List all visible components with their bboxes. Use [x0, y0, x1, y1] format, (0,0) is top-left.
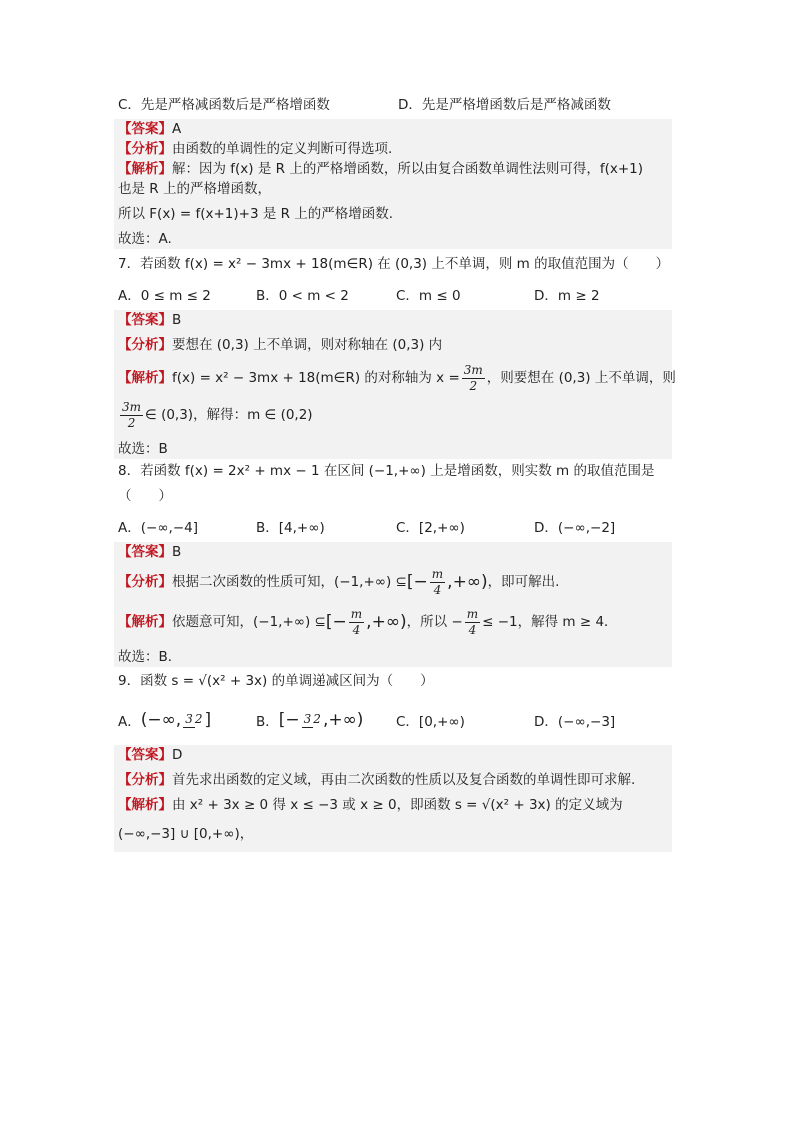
solution-text-a: f(x) = x² − 3mx + 18(m∈R) 的对称轴为 x =	[172, 370, 460, 386]
q8-solution-block	[114, 542, 672, 667]
q9-option-c: C．[0,+∞)	[396, 714, 465, 730]
solution-tag: 【解析】	[118, 614, 172, 630]
q6-answer	[118, 119, 672, 139]
q7-solution-line-1	[118, 360, 676, 396]
bracket-right: ,+∞)	[447, 572, 488, 592]
analysis-tag: 【分析】	[118, 574, 172, 590]
fraction-numerator: m	[431, 566, 444, 581]
q7-options	[118, 283, 676, 305]
q9-options	[118, 700, 676, 740]
answer-tag: 【答案】	[118, 312, 172, 328]
option-prefix: A．	[118, 714, 141, 730]
bracket-left: [−	[278, 710, 300, 730]
fraction-m-over-4	[430, 567, 445, 598]
q6-option-d: D．先是严格增函数后是严格减函数	[398, 97, 611, 113]
analysis-text: 由函数的单调性的定义判断可得选项.	[172, 141, 393, 157]
q7-option-d: D．m ≥ 2	[534, 288, 600, 304]
q7-option-a: A．0 ≤ m ≤ 2	[118, 288, 211, 304]
solution-text: 解：因为 f(x) 是 R 上的严格增函数，所以由复合函数单调性法则可得，f(x+1)	[172, 161, 643, 177]
fraction-3m-over-2	[120, 400, 143, 431]
q7-answer	[118, 310, 672, 330]
q7-analysis	[118, 335, 672, 355]
solution-tag: 【解析】	[118, 797, 172, 813]
fraction-numerator: 3m	[122, 399, 142, 414]
solution-text: 由 x² + 3x ≥ 0 得 x ≤ −3 或 x ≥ 0，即函数 s = √(x² + 3x) 的定义域为	[172, 797, 623, 813]
solution-text-b: ，所以 −	[406, 614, 463, 630]
q9-option-b	[256, 710, 396, 730]
answer-tag: 【答案】	[118, 747, 172, 763]
answer-tag: 【答案】	[118, 121, 172, 137]
q6-analysis	[118, 139, 672, 159]
fraction-numerator: 3m	[463, 362, 483, 377]
analysis-text-b: ，即可解出.	[487, 574, 560, 590]
analysis-tag: 【分析】	[118, 337, 172, 353]
q8-option-b: B．[4,+∞)	[256, 520, 325, 536]
q6-solution-block	[114, 119, 672, 249]
fraction-3-over-2	[183, 712, 202, 728]
fraction-numerator: m	[350, 606, 363, 621]
q7-solution-line-2	[118, 396, 672, 434]
fraction-numerator: 3	[185, 712, 193, 726]
q8-answer	[118, 542, 672, 562]
solution-tag: 【解析】	[118, 370, 172, 386]
q6-choice: 故选：A.	[118, 231, 172, 247]
q7-stem: 7．若函数 f(x) = x² − 3mx + 18(m∈R) 在 (0,3) 上不单调，则 m 的取值范围为（ ）	[118, 256, 670, 272]
solution-text-c: ≤ −1，解得 m ≥ 4．	[482, 614, 618, 630]
q8-options	[118, 515, 676, 537]
q9-option-d: D．(−∞,−3]	[534, 714, 616, 730]
q6-option-c: C．先是严格减函数后是严格增函数	[118, 97, 330, 113]
fraction-m-over-4	[349, 607, 364, 638]
q8-stem: 8．若函数 f(x) = 2x² + mx − 1 在区间 (−1,+∞) 上是增函数，则实数 m 的取值范围是	[118, 463, 655, 479]
fraction-numerator: 3	[303, 712, 312, 726]
q6-solution-line-2: 也是 R 上的严格增函数，	[118, 181, 271, 197]
q6-solution-line-1	[118, 159, 672, 179]
q7-option-b: B．0 < m < 2	[256, 288, 349, 304]
fraction-denominator: 2	[469, 378, 478, 393]
fraction-numerator: m	[466, 606, 479, 621]
analysis-tag: 【分析】	[118, 772, 172, 788]
fraction-3-over-2	[302, 712, 321, 728]
q9-answer	[118, 745, 672, 765]
q8-option-c: C．[2,+∞)	[396, 520, 465, 536]
analysis-text: 首先求出函数的定义域，再由二次函数的性质以及复合函数的单调性即可求解.	[172, 772, 636, 788]
fraction-3m-over-2	[462, 363, 485, 394]
answer-value: B	[172, 544, 182, 560]
fraction-denominator: 4	[468, 622, 477, 637]
solution-text-a: 依题意可知，(−1,+∞) ⊆	[172, 614, 326, 630]
q7-solution-block	[114, 310, 676, 459]
bracket-right: ,+∞)	[322, 710, 364, 730]
analysis-text-a: 根据二次函数的性质可知，(−1,+∞) ⊆	[172, 574, 407, 590]
q8-solution	[118, 602, 672, 642]
q7-choice: 故选：B	[118, 441, 168, 457]
bracket-right: ]	[204, 710, 212, 730]
q8-analysis	[118, 562, 672, 602]
q9-solution-line-1	[118, 795, 672, 815]
q8-option-d: D．(−∞,−2]	[534, 520, 616, 536]
fraction-denominator: 2	[313, 712, 321, 726]
answer-tag: 【答案】	[118, 544, 172, 560]
q8-stem-paren: （ ）	[118, 488, 172, 504]
q9-option-a	[118, 710, 256, 730]
q9-solution-block	[114, 745, 672, 852]
bracket-left: [−	[325, 612, 347, 632]
q6-options-cd	[118, 92, 676, 114]
analysis-tag: 【分析】	[118, 141, 172, 157]
fraction-denominator: 2	[127, 415, 136, 430]
solution-text-c: ∈ (0,3)，解得：m ∈ (0,2)	[145, 407, 313, 423]
fraction-denominator: 2	[194, 712, 203, 726]
bracket-left: [−	[406, 572, 428, 592]
q6-solution-line-3: 所以 F(x) = f(x+1)+3 是 R 上的严格增函数.	[118, 206, 394, 222]
q7-option-c: C．m ≤ 0	[396, 288, 461, 304]
q9-analysis	[118, 770, 672, 790]
fraction-m-over-4	[465, 607, 480, 638]
answer-value: A	[172, 121, 182, 137]
bracket-left: (−∞,	[140, 710, 182, 730]
answer-value: B	[172, 312, 182, 328]
document-page	[118, 92, 676, 852]
q8-choice: 故选：B．	[118, 649, 182, 665]
solution-text-b: ，则要想在 (0,3) 上不单调，则	[486, 370, 676, 386]
q9-stem: 9．函数 s = √(x² + 3x) 的单调递减区间为（ ）	[118, 673, 434, 689]
fraction-denominator: 4	[433, 582, 442, 597]
solution-tag: 【解析】	[118, 161, 172, 177]
option-prefix: B．	[256, 714, 279, 730]
q9-solution-line-2: (−∞,−3] ∪ [0,+∞)，	[118, 826, 254, 842]
answer-value: D	[172, 747, 183, 763]
bracket-right: ,+∞)	[366, 612, 407, 632]
q8-option-a: A．(−∞,−4]	[118, 520, 199, 536]
analysis-text: 要想在 (0,3) 上不单调，则对称轴在 (0,3) 内	[172, 337, 443, 353]
fraction-denominator: 4	[352, 622, 361, 637]
